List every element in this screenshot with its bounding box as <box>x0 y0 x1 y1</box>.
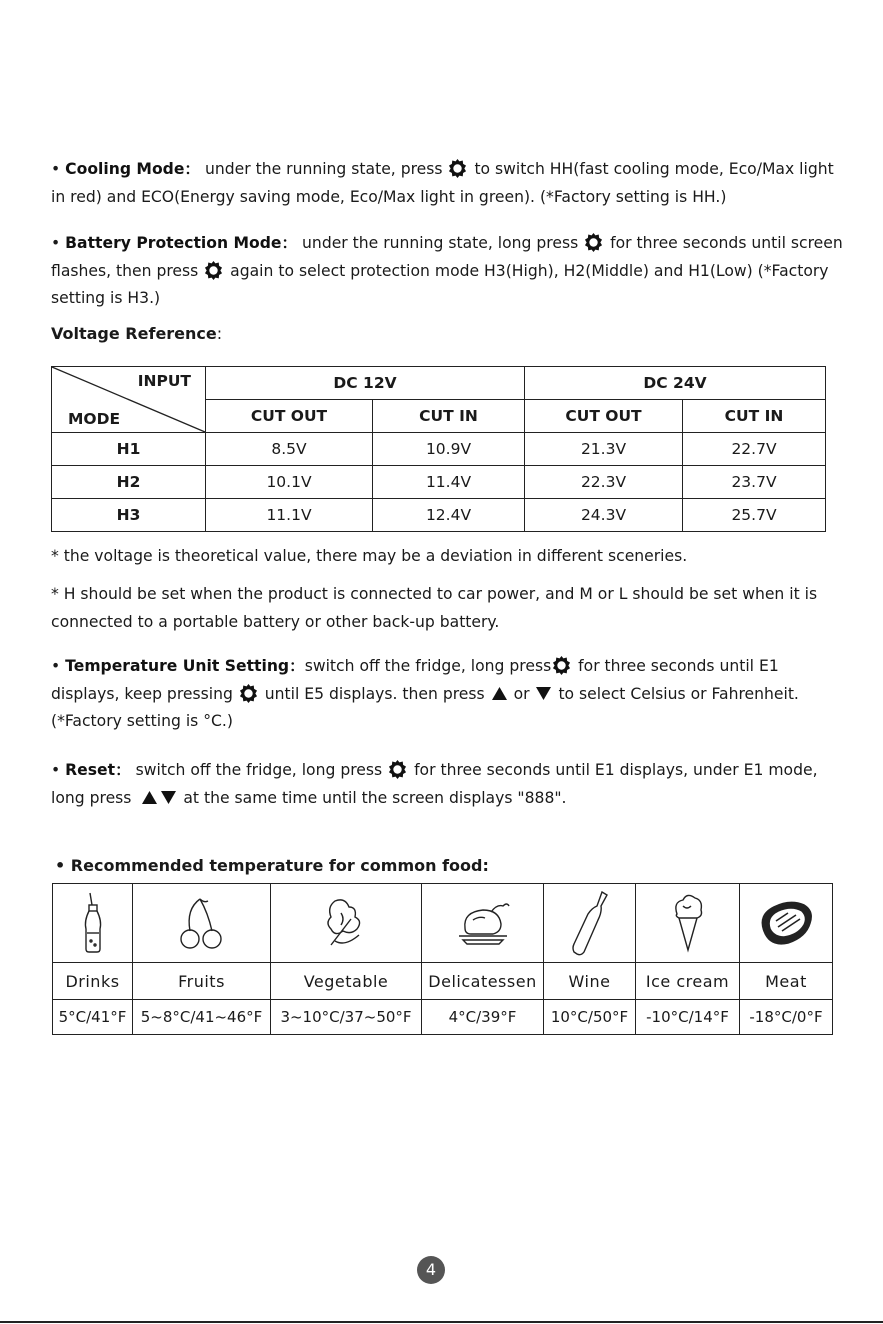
reset-text-b: for three seconds until E1 displays, under E1 mode, long press <box>51 761 818 807</box>
food-temp-delicatessen: 4°C/39°F <box>422 1000 544 1035</box>
food-name-wine: Wine <box>544 963 636 1000</box>
gear-icon <box>239 683 259 703</box>
food-name-meat: Meat <box>740 963 833 1000</box>
temp-text-c: until E5 displays. then press <box>259 684 490 703</box>
bottom-rule <box>0 1321 883 1323</box>
up-arrow-icon <box>142 791 157 804</box>
cut-in-header: CUT IN <box>373 400 525 433</box>
value-cell: 22.7V <box>683 433 826 466</box>
ice-cream-icon <box>671 892 705 954</box>
gear-icon <box>204 260 224 280</box>
mode-cell: H1 <box>52 433 206 466</box>
food-temp-fruits: 5~8°C/41~46°F <box>133 1000 271 1035</box>
cooling-text-a: under the running state, press <box>204 160 448 178</box>
cut-in-header: CUT IN <box>683 400 826 433</box>
colon: : <box>216 324 223 343</box>
value-cell: 11.1V <box>206 499 373 532</box>
cherries-icon <box>178 895 226 951</box>
vegetable-icon <box>321 895 371 951</box>
battery-protection-paragraph <box>51 230 851 313</box>
down-arrow-icon <box>536 687 551 700</box>
food-table-title: • Recommended temperature for common food: <box>55 856 489 875</box>
note-voltage: * the voltage is theoretical value, there may be a deviation in different sceneries. <box>51 547 688 565</box>
food-temp-wine: 10°C/50°F <box>544 1000 636 1035</box>
bullet: • <box>51 657 61 675</box>
separator: ： <box>115 761 131 779</box>
mode-cell: H2 <box>52 466 206 499</box>
food-name-delicatessen: Delicatessen <box>422 963 544 1000</box>
food-name-ice-cream: Ice cream <box>636 963 740 1000</box>
cut-out-header: CUT OUT <box>206 400 373 433</box>
battery-text-c: again to select protection mode H3(High), H2(Middle) and H1(Low) (*Factory setting is H3.) <box>51 261 829 307</box>
gear-icon <box>388 759 408 779</box>
food-temperature-table <box>52 883 833 1035</box>
value-cell: 21.3V <box>525 433 683 466</box>
reset-text-c: at the same time until the screen displays "888". <box>178 788 567 807</box>
temperature-unit-paragraph <box>51 653 851 736</box>
drinks-icon-cell <box>53 884 133 963</box>
value-cell: 22.3V <box>525 466 683 499</box>
food-temp-ice-cream: -10°C/14°F <box>636 1000 740 1035</box>
voltage-reference-title: Voltage Reference <box>51 324 217 343</box>
mode-label: MODE <box>68 410 121 428</box>
reset-paragraph <box>51 757 851 812</box>
input-label: INPUT <box>137 372 191 390</box>
meat-icon-cell <box>740 884 833 963</box>
ice-cream-icon-cell <box>636 884 740 963</box>
bullet: • <box>51 234 61 252</box>
cooling-mode-paragraph <box>51 156 851 211</box>
dc12v-header: DC 12V <box>206 367 525 400</box>
wine-icon-cell <box>544 884 636 963</box>
gear-icon <box>584 232 604 252</box>
fruits-icon-cell <box>133 884 271 963</box>
temp-text-d: or <box>508 684 535 703</box>
voltage-reference-heading <box>51 324 222 343</box>
bottle-icon <box>81 891 105 955</box>
value-cell: 10.1V <box>206 466 373 499</box>
separator: ： <box>184 160 201 178</box>
up-arrow-icon <box>492 687 507 700</box>
roast-chicken-icon <box>453 898 513 948</box>
value-cell: 8.5V <box>206 433 373 466</box>
dc24v-header: DC 24V <box>525 367 826 400</box>
food-temp-vegetable: 3~10°C/37~50°F <box>271 1000 422 1035</box>
temp-text-e: to select Celsius or Fahrenheit.(*Factory setting is °C.) <box>51 684 799 730</box>
reset-text-a: switch off the fridge, long press <box>135 761 388 779</box>
note-setting: * H should be set when the product is connected to car power, and M or L should be set when it is connected to a portable battery or other back-up battery. <box>51 585 818 631</box>
corner-cell <box>52 367 206 433</box>
page-number: 4 <box>417 1256 445 1284</box>
food-temp-drinks: 5°C/41°F <box>53 1000 133 1035</box>
gear-icon <box>552 655 572 675</box>
food-name-drinks: Drinks <box>53 963 133 1000</box>
reset-title: Reset <box>65 761 116 779</box>
voltage-table <box>51 366 826 532</box>
cooling-mode-title: Cooling Mode <box>65 160 185 178</box>
value-cell: 25.7V <box>683 499 826 532</box>
temp-text-b: for three seconds until E1 displays, keep pressing <box>51 657 779 703</box>
battery-protection-title: Battery Protection Mode <box>65 234 282 252</box>
steak-icon <box>756 897 816 949</box>
vegetable-icon-cell <box>271 884 422 963</box>
delicatessen-icon-cell <box>422 884 544 963</box>
down-arrow-icon <box>161 791 176 804</box>
table-row <box>52 499 826 532</box>
food-name-fruits: Fruits <box>133 963 271 1000</box>
bullet: • <box>51 761 61 779</box>
battery-text-a: under the running state, long press <box>302 234 584 252</box>
value-cell: 24.3V <box>525 499 683 532</box>
gear-icon <box>448 158 468 178</box>
separator: ： <box>289 657 305 675</box>
separator: ： <box>281 234 298 252</box>
battery-text-b: for three seconds until screen flashes, then press <box>51 234 843 280</box>
table-row <box>52 433 826 466</box>
temperature-unit-title: Temperature Unit Setting <box>65 657 290 675</box>
value-cell: 10.9V <box>373 433 525 466</box>
mode-cell: H3 <box>52 499 206 532</box>
value-cell: 12.4V <box>373 499 525 532</box>
cooling-text-b: to switch HH(fast cooling mode, Eco/Max light in red) and ECO(Energy saving mode, Eco/Max light in green). (*Factory setting is HH.) <box>51 160 834 206</box>
table-row <box>52 466 826 499</box>
bullet: • <box>51 160 61 178</box>
wine-bottle-icon <box>570 890 610 956</box>
food-name-vegetable: Vegetable <box>271 963 422 1000</box>
cut-out-header: CUT OUT <box>525 400 683 433</box>
value-cell: 11.4V <box>373 466 525 499</box>
food-temp-meat: -18°C/0°F <box>740 1000 833 1035</box>
temp-text-a: switch off the fridge, long press <box>304 657 552 675</box>
value-cell: 23.7V <box>683 466 826 499</box>
